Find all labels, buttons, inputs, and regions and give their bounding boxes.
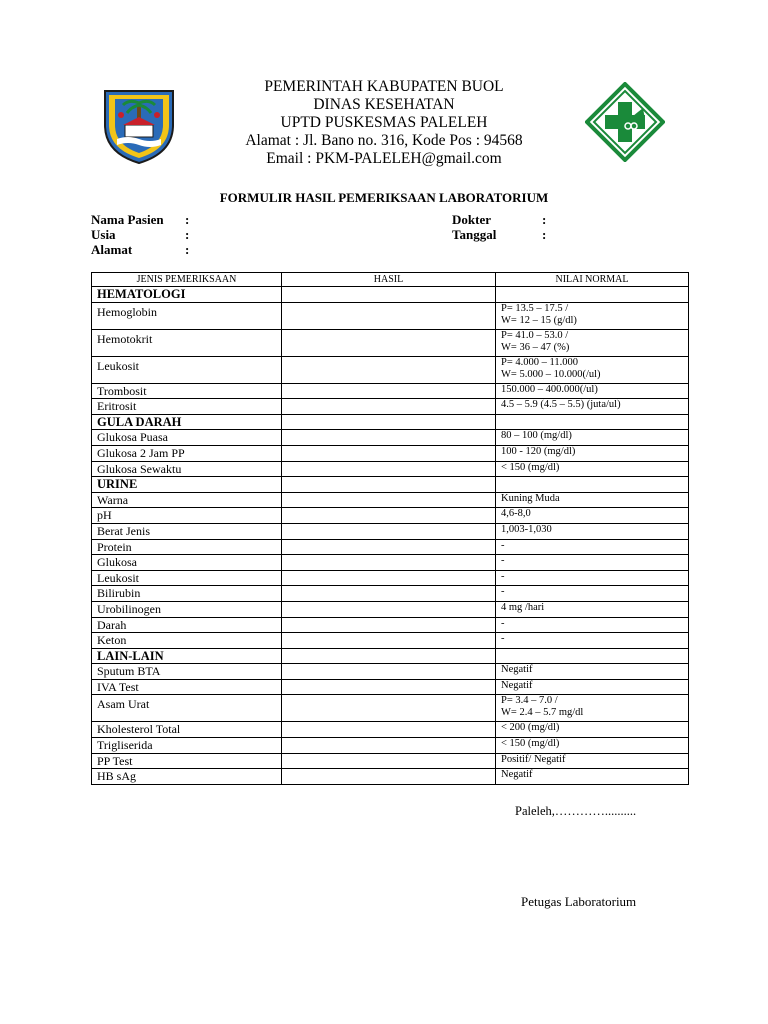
exam-name: Urobilinogen [92, 601, 282, 617]
normal-value-line: Negatif [501, 769, 533, 781]
signature-place-date: Paleleh,………….......... [515, 804, 637, 818]
result-cell[interactable] [282, 383, 496, 399]
normal-value-cell [496, 399, 689, 415]
normal-value-cell [496, 753, 689, 769]
section-title: GULA DARAH [92, 414, 282, 430]
normal-value-line: - [501, 633, 505, 645]
normal-value-cell [496, 329, 689, 356]
normal-value-cell [496, 633, 689, 649]
normal-value-cell [496, 648, 689, 664]
normal-value-line: 80 – 100 (mg/dl) [501, 430, 572, 442]
normal-value-line: - [501, 586, 505, 598]
table-row [92, 617, 689, 633]
normal-value-line: < 150 (mg/dl) [501, 461, 560, 473]
table-row [92, 383, 689, 399]
table-row [92, 769, 689, 785]
table-row [92, 738, 689, 754]
normal-value-line: P= 4.000 – 11.000 [501, 356, 578, 368]
normal-value-cell [496, 664, 689, 680]
date-label: Tanggal [452, 227, 497, 242]
result-cell[interactable] [282, 492, 496, 508]
table-section-row [92, 414, 689, 430]
normal-value-cell [496, 477, 689, 493]
result-cell[interactable] [282, 679, 496, 695]
normal-value-cell [496, 601, 689, 617]
result-cell[interactable] [282, 601, 496, 617]
result-cell[interactable] [282, 523, 496, 539]
normal-value-line: Kuning Muda [501, 492, 560, 504]
table-row [92, 679, 689, 695]
section-title: LAIN-LAIN [92, 648, 282, 664]
normal-value-cell [496, 461, 689, 477]
exam-name: Glukosa Puasa [92, 430, 282, 446]
result-cell[interactable] [282, 477, 496, 493]
result-cell[interactable] [282, 586, 496, 602]
table-row [92, 399, 689, 415]
header-email: Email : PKM-PALELEH@gmail.com [266, 150, 502, 167]
table-row [92, 445, 689, 461]
exam-name: Sputum BTA [92, 664, 282, 680]
patient-age-colon: : [185, 227, 190, 242]
normal-value-cell [496, 555, 689, 571]
normal-value-cell [496, 738, 689, 754]
normal-value-line: P= 13.5 – 17.5 / [501, 302, 569, 314]
table-section-row [92, 477, 689, 493]
table-row [92, 302, 689, 329]
table-row [92, 555, 689, 571]
table-row [92, 492, 689, 508]
exam-name: Warna [92, 492, 282, 508]
exam-name: Darah [92, 617, 282, 633]
signature-role: Petugas Laboratorium [521, 894, 637, 909]
column-header-result: HASIL [282, 273, 496, 287]
header-address: Alamat : Jl. Bano no. 316, Kode Pos : 94568 [245, 132, 523, 149]
header-department: DINAS KESEHATAN [313, 96, 455, 113]
normal-value-cell [496, 679, 689, 695]
result-cell[interactable] [282, 648, 496, 664]
result-cell[interactable] [282, 414, 496, 430]
normal-value-cell [496, 769, 689, 785]
exam-name: PP Test [92, 753, 282, 769]
result-cell[interactable] [282, 769, 496, 785]
table-section-row [92, 648, 689, 664]
table-row [92, 570, 689, 586]
lab-results-body [92, 287, 689, 785]
exam-name: Trigliserida [92, 738, 282, 754]
normal-value-line: 100 - 120 (mg/dl) [501, 445, 576, 457]
normal-value-line: Negatif [501, 664, 533, 676]
normal-value-cell [496, 356, 689, 383]
exam-name: Eritrosit [92, 399, 282, 415]
normal-value-line: Positif/ Negatif [501, 753, 566, 765]
letterhead [200, 78, 568, 168]
result-cell[interactable] [282, 570, 496, 586]
exam-name: Glukosa Sewaktu [92, 461, 282, 477]
table-row [92, 586, 689, 602]
normal-value-line: 1,003-1,030 [501, 523, 552, 535]
puskesmas-logo-icon [585, 82, 665, 162]
normal-value-line: P= 41.0 – 53.0 / [501, 329, 569, 341]
table-row [92, 523, 689, 539]
result-cell[interactable] [282, 695, 496, 722]
exam-name: Protein [92, 539, 282, 555]
normal-value-line: 4.5 – 5.9 (4.5 – 5.5) (juta/ul) [501, 399, 621, 411]
normal-value-cell [496, 586, 689, 602]
table-row [92, 356, 689, 383]
header-government: PEMERINTAH KABUPATEN BUOL [264, 78, 504, 95]
normal-value-line: < 200 (mg/dl) [501, 722, 560, 734]
normal-value-line: P= 3.4 – 7.0 / [501, 695, 558, 707]
table-row [92, 461, 689, 477]
patient-address-colon: : [185, 242, 190, 257]
normal-value-cell [496, 430, 689, 446]
result-cell[interactable] [282, 430, 496, 446]
normal-value-cell [496, 570, 689, 586]
exam-name: Leukosit [92, 570, 282, 586]
table-header-row [92, 273, 689, 287]
normal-value-line: Negatif [501, 679, 533, 691]
exam-name: Glukosa 2 Jam PP [92, 445, 282, 461]
result-cell[interactable] [282, 539, 496, 555]
doctor-colon: : [542, 212, 547, 227]
normal-value-cell [496, 492, 689, 508]
table-row [92, 722, 689, 738]
normal-value-line: - [501, 555, 505, 567]
normal-value-cell [496, 617, 689, 633]
result-cell[interactable] [282, 287, 496, 303]
table-section-row [92, 287, 689, 303]
exam-name: Trombosit [92, 383, 282, 399]
table-row [92, 539, 689, 555]
patient-age-label: Usia [91, 227, 116, 242]
exam-name: Keton [92, 633, 282, 649]
result-cell[interactable] [282, 461, 496, 477]
result-cell[interactable] [282, 722, 496, 738]
normal-value-cell [496, 523, 689, 539]
buol-regency-emblem-icon [99, 85, 179, 165]
exam-name: Hemoglobin [92, 302, 282, 329]
section-title: HEMATOLOGI [92, 287, 282, 303]
table-row [92, 601, 689, 617]
column-header-normal: NILAI NORMAL [496, 273, 689, 287]
normal-value-line: W= 2.4 – 5.7 mg/dl [501, 707, 584, 719]
result-cell[interactable] [282, 738, 496, 754]
normal-value-line: < 150 (mg/dl) [501, 738, 560, 750]
table-row [92, 664, 689, 680]
normal-value-line: - [501, 539, 505, 551]
patient-name-colon: : [185, 212, 190, 227]
normal-value-cell [496, 414, 689, 430]
patient-name-label: Nama Pasien [91, 212, 164, 227]
normal-value-line: 150.000 – 400.000(/ul) [501, 383, 598, 395]
normal-value-line: - [501, 617, 505, 629]
form-title: FORMULIR HASIL PEMERIKSAAN LABORATORIUM [219, 190, 549, 205]
normal-value-cell [496, 722, 689, 738]
table-row [92, 329, 689, 356]
exam-name: Glukosa [92, 555, 282, 571]
result-cell[interactable] [282, 617, 496, 633]
result-cell[interactable] [282, 753, 496, 769]
column-header-exam: JENIS PEMERIKSAAN [92, 273, 282, 287]
result-cell[interactable] [282, 329, 496, 356]
exam-name: pH [92, 508, 282, 524]
result-cell[interactable] [282, 664, 496, 680]
table-row [92, 633, 689, 649]
result-cell[interactable] [282, 445, 496, 461]
exam-name: IVA Test [92, 679, 282, 695]
exam-name: Asam Urat [92, 695, 282, 722]
result-cell[interactable] [282, 555, 496, 571]
date-colon: : [542, 227, 547, 242]
exam-name: Bilirubin [92, 586, 282, 602]
normal-value-line: W= 36 – 47 (%) [501, 341, 570, 353]
section-title: URINE [92, 477, 282, 493]
patient-address-label: Alamat [91, 242, 133, 257]
table-row [92, 430, 689, 446]
normal-value-cell [496, 508, 689, 524]
normal-value-line: W= 12 – 15 (g/dl) [501, 314, 577, 326]
normal-value-cell [496, 695, 689, 722]
normal-value-cell [496, 383, 689, 399]
normal-value-cell [496, 302, 689, 329]
lab-results-table [91, 272, 689, 785]
result-cell[interactable] [282, 508, 496, 524]
header-unit: UPTD PUSKESMAS PALELEH [280, 114, 488, 131]
table-row [92, 753, 689, 769]
result-cell[interactable] [282, 399, 496, 415]
exam-name: HB sAg [92, 769, 282, 785]
table-row [92, 695, 689, 722]
normal-value-line: - [501, 570, 505, 582]
result-cell[interactable] [282, 633, 496, 649]
normal-value-line: W= 5.000 – 10.000(/ul) [501, 368, 601, 380]
exam-name: Kholesterol Total [92, 722, 282, 738]
normal-value-line: 4 mg /hari [501, 601, 545, 613]
doctor-label: Dokter [452, 212, 491, 227]
result-cell[interactable] [282, 302, 496, 329]
result-cell[interactable] [282, 356, 496, 383]
normal-value-line: 4,6-8,0 [501, 508, 531, 520]
exam-name: Berat Jenis [92, 523, 282, 539]
exam-name: Leukosit [92, 356, 282, 383]
table-row [92, 508, 689, 524]
exam-name: Hemotokrit [92, 329, 282, 356]
normal-value-cell [496, 539, 689, 555]
normal-value-cell [496, 445, 689, 461]
normal-value-cell [496, 287, 689, 303]
